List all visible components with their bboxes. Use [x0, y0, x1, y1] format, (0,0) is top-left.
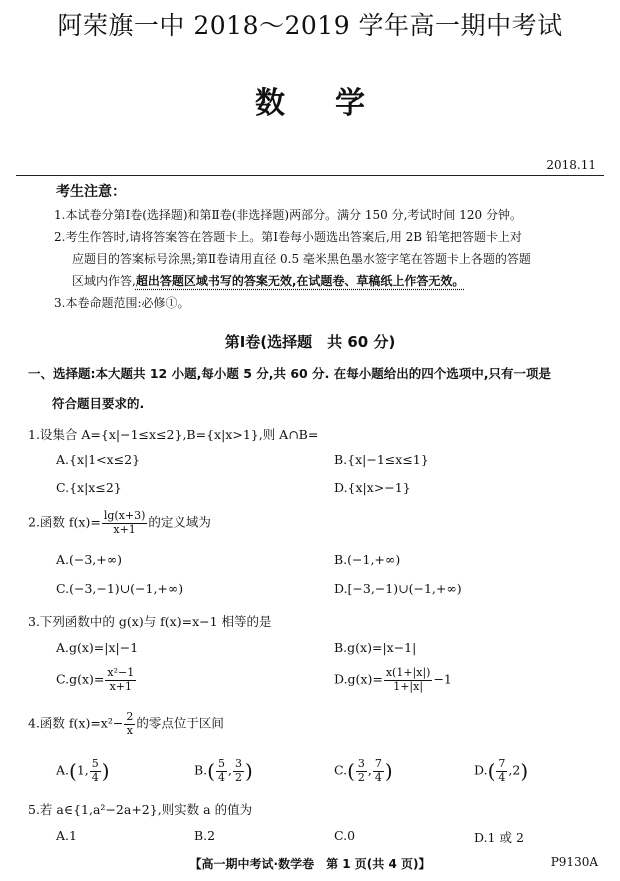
- fraction-denominator: 2: [234, 770, 242, 784]
- page-footer: 【高一期中考试·数学卷 第 1 页(共 4 页)】: [189, 857, 431, 871]
- question-4-option-b: B.( $\frac{5}{4}$ , $\frac{3}{2}$ ): [194, 757, 253, 784]
- question-1-option-b: B.{x|−1≤x≤1}: [334, 452, 429, 467]
- fraction-denominator: x+1: [109, 679, 132, 693]
- option-prefix: D.g(x)=: [334, 671, 383, 687]
- fraction-denominator: 1+|x|: [393, 679, 424, 693]
- question-4-stem-prefix: 4.函数 f(x)=x²−: [28, 715, 124, 731]
- notice-item-2-line-2: 应题目的答案标号涂黑;第Ⅱ卷请用直径 0.5 毫米黑色墨水签字笔在答题卡上各题的答题: [72, 252, 531, 266]
- interval-left: 1,: [76, 762, 89, 778]
- question-3-option-b: B.g(x)=|x−1|: [334, 640, 417, 655]
- question-3-option-d-fraction: [384, 667, 433, 693]
- question-1-option-c: C.{x|x≤2}: [56, 480, 122, 495]
- subject-title: 数学: [255, 86, 415, 121]
- question-2-fraction: [102, 510, 148, 536]
- fraction-denominator: 4: [374, 770, 382, 784]
- part-1-title: 第Ⅰ卷(选择题 共 60 分): [224, 333, 396, 351]
- question-3-option-a: A.g(x)=|x|−1: [56, 640, 139, 655]
- question-2-option-c: C.(−3,−1)∪(−1,+∞): [56, 581, 184, 596]
- question-3-option-c: [56, 667, 137, 693]
- question-2-option-a: A.(−3,+∞): [56, 552, 123, 567]
- question-3-stem: 3.下列函数中的 g(x)与 f(x)=x−1 相等的是: [28, 614, 272, 629]
- question-5-stem: 5.若 a∈{1,a²−2a+2},则实数 a 的值为: [28, 802, 253, 817]
- question-3-option-d: [334, 667, 452, 693]
- question-2-stem-suffix: 的定义域为: [148, 514, 211, 530]
- question-2-option-b: B.(−1,+∞): [334, 552, 401, 567]
- notice-item-3: 3.本卷命题范围:必修①。: [54, 296, 190, 310]
- fraction-numerator: 5: [217, 757, 225, 770]
- question-1-option-a: A.{x|1<x≤2}: [56, 452, 141, 467]
- fraction-denominator: 2: [357, 770, 365, 784]
- fraction-numerator: 3: [357, 757, 365, 770]
- notice-item-2-line-1: 2.考生作答时,请将答案答在答题卡上。第Ⅰ卷每小题选出答案后,用 2B 铅笔把答题卡上对: [54, 230, 522, 244]
- question-5-option-d: D.1 或 2: [474, 830, 524, 845]
- section-1-instructions: 一、选择题:本大题共 12 小题,每小题 5 分,共 60 分. 在每小题给出的四个选项中,只有一项是: [28, 366, 551, 381]
- fraction-numerator: 7: [374, 757, 382, 770]
- fraction-denominator: 4: [217, 770, 225, 784]
- question-2-stem: [28, 510, 211, 536]
- question-4-stem-suffix: 的零点位于区间: [136, 715, 224, 731]
- interval-right-fraction: [90, 758, 101, 784]
- interval-left-fraction: [356, 758, 367, 784]
- question-4-stem: [28, 711, 224, 737]
- question-5-option-a: A.1: [56, 828, 77, 843]
- fraction-numerator: x²−1: [107, 666, 135, 679]
- fraction-numerator: lg(x+3): [103, 509, 146, 522]
- notice-heading: 考生注意：: [56, 184, 126, 200]
- exam-title: 阿荣旗一中 2018～2019 学年高一期中考试: [57, 11, 563, 40]
- notice-emphasis-text: 超出答题区域书写的答案无效,在试题卷、草稿纸上作答无效。: [135, 274, 465, 288]
- question-4-option-a: A.(1, $\frac{5}{4}$ ): [56, 757, 110, 784]
- option-label: C.: [334, 762, 348, 778]
- notice-plain-text: 区域内作答,: [72, 274, 136, 288]
- option-label: B.: [194, 762, 208, 778]
- fraction-denominator: x+1: [113, 522, 136, 536]
- question-2-stem-prefix: 2.函数 f(x)=: [28, 514, 101, 530]
- fraction-denominator: 4: [91, 770, 99, 784]
- question-5-option-c: C.0: [334, 828, 356, 843]
- section-1-instructions-cont: 符合题目要求的.: [52, 396, 145, 411]
- option-prefix: C.g(x)=: [56, 671, 105, 687]
- interval-left-fraction: [216, 758, 227, 784]
- option-label: D.: [474, 762, 488, 778]
- question-1-option-d: D.{x|x>−1}: [334, 480, 411, 495]
- question-4-option-d: D.( $\frac{7}{4}$ ,2): [474, 757, 529, 784]
- option-label: A.: [56, 762, 70, 778]
- fraction-numerator: 5: [91, 757, 99, 770]
- question-5-option-b: B.2: [194, 828, 216, 843]
- fraction-numerator: 7: [498, 757, 506, 770]
- exam-date: 2018.11: [546, 158, 596, 172]
- fraction-numerator: 3: [234, 757, 242, 770]
- notice-item-2-line-3: [72, 272, 464, 289]
- interval-right-fraction: [233, 758, 244, 784]
- question-3-option-c-fraction: [105, 667, 136, 693]
- interval-right: ,2: [508, 762, 521, 778]
- question-1-stem: 1.设集合 A={x|−1≤x≤2},B={x|x>1},则 A∩B=: [28, 427, 319, 442]
- fraction-denominator: x: [126, 723, 133, 737]
- question-4-fraction: [124, 711, 135, 737]
- fraction-denominator: 4: [498, 770, 506, 784]
- question-2-option-d: D.[−3,−1)∪(−1,+∞): [334, 581, 462, 596]
- paper-code: P9130A: [550, 855, 598, 869]
- header-divider: [16, 175, 604, 176]
- fraction-numerator: x(1+|x|): [385, 666, 431, 679]
- interval-left-fraction: [496, 758, 507, 784]
- question-4-option-c: C.( $\frac{3}{2}$ , $\frac{7}{4}$ ): [334, 757, 393, 784]
- fraction-numerator: 2: [126, 710, 134, 723]
- notice-item-1: 1.本试卷分第Ⅰ卷(选择题)和第Ⅱ卷(非选择题)两部分。满分 150 分,考试时间 120 分钟。: [54, 208, 522, 222]
- option-suffix: −1: [433, 671, 452, 687]
- interval-right-fraction: [373, 758, 384, 784]
